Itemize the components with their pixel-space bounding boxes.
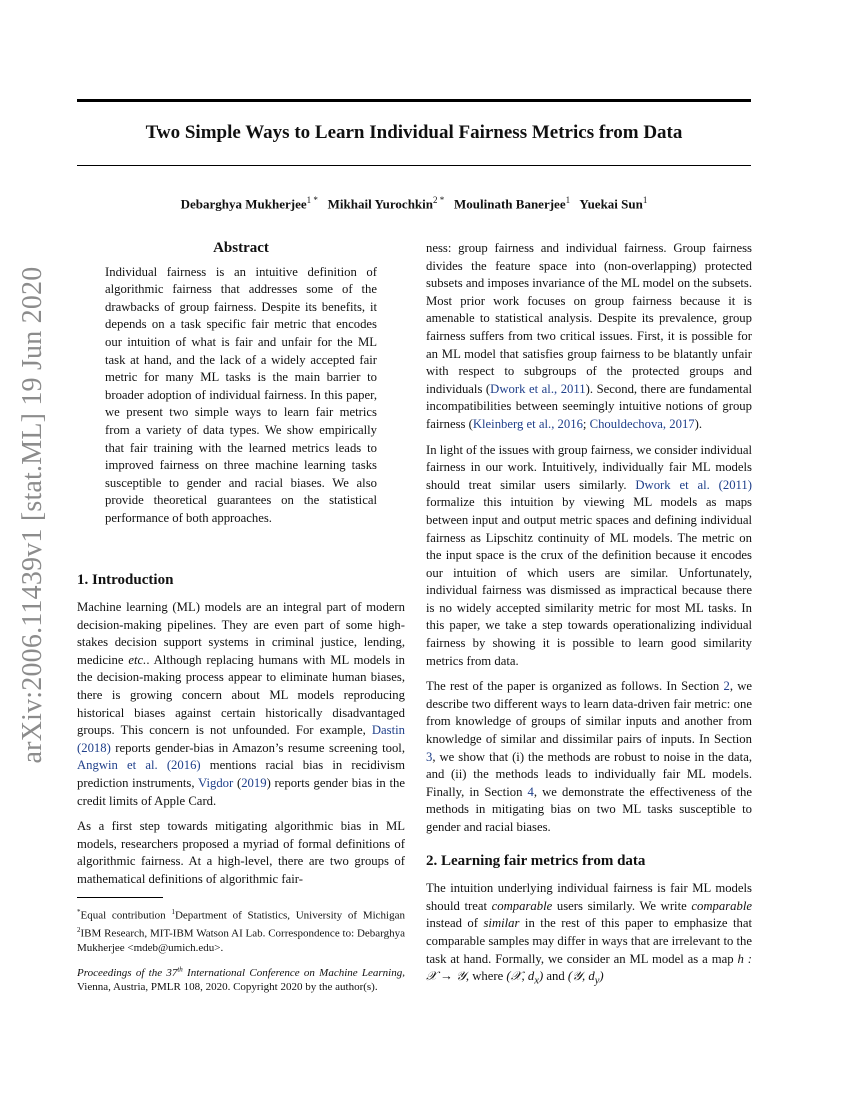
math-expression: (𝒳, $d_x$) xyxy=(506,969,544,987)
intro-paragraph-5: The rest of the paper is organized as follows. In Section 2, we describe two different ways to learn data-driven fair metric: one from knowledge of groups of similar inputs and another from knowledge of similar and dissimilar pairs of inputs. In Section 3, we show that (i) the methods are robust to noise in the data, and (ii) the methods leads to individually fair ML models. Finally, in Section 4, we demonstrate the effectiveness of the methods in mitigating bias on two ML tasks susceptible to gender and racial biases. xyxy=(426,679,753,834)
section-2-heading: 2. Learning fair metrics from data xyxy=(426,852,646,869)
section-2-paragraph-1: The intuition underlying individual fairness is fair ML models should treat comparable users similarly. We write comparable instead of similar in the rest of this paper to emphasize that comparable samples may differ in ways that are irrelevant to the task at hand. Formally, we consider an ML model as a map h : 𝒳 → 𝒴, where (𝒳, $d_x$) and (𝒴, $d_y$) xyxy=(426,881,753,987)
abstract-text: Individual fairness is an intuitive definition of algorithmic fairness that addresses some of the drawbacks of group fairness. Despite its benefits, it depends on a task specific fair metric that encodes our intuition of what is fair and unfair for the ML task at hand, and the lack of a widely accepted fair metric for many ML tasks is the main barrier to broader adoption of individual fairness. In this paper, we present two simple ways to learn fair metrics from a variety of data types. We show empirically that fair training with the learned metrics leads to improved fairness on three machine learning tasks susceptible to gender and racial biases. We also provide theoretical guarantees on the statistical performance of both approaches. xyxy=(105,264,377,525)
arxiv-stamp-text: arXiv:2006.11439v1 [stat.ML] 19 Jun 2020 xyxy=(17,266,48,764)
citation-link[interactable]: Chouldechova, 2017 xyxy=(589,416,695,431)
citation-link[interactable]: Kleinberg et al., 2016 xyxy=(472,416,583,431)
section-link[interactable]: 3 xyxy=(426,749,433,764)
abstract-heading: Abstract xyxy=(213,240,269,256)
author-list xyxy=(77,195,751,212)
citation-link[interactable]: 2019 xyxy=(241,776,267,791)
footnote-rule xyxy=(77,897,163,898)
intro-paragraph-3: ness: group fairness and individual fairness. Group fairness divides the feature space into (non-overlapping) protected subsets and imposes invariance of the ML model on the subsets. Most prior work focuses on group fairness because it is amenable to statistical analysis. Despite its prevalence, group fairness suffers from two critical issues. First, it is possible for an ML model that satisfies group fairness to be blatantly unfair with respect to subgroups of the protected groups and individuals (Dwork et al., 2011). Second, there are fundamental incompatibilities between seemingly intuitive notions of group fairness (Kleinberg et al., 2016; Chouldechova, 2017). xyxy=(426,241,752,431)
citation-link[interactable]: Dwork et al., 2011 xyxy=(490,381,586,396)
intro-paragraph-4: In light of the issues with group fairness, we consider individual fairness in our work. Intuitively, individually fair ML models should treat similar users similarly. Dwork et al. (2011) formalize this intuition by viewing ML models as maps between input and output metric spaces and defining individual fairness as Lipschitz continuity of ML models. The metric on the input space is the crux of the definition because it encodes our intuition of which users are similar. Unfortunately, individual fairness was dismissed as impractical because there is no widely accepted similarity metric for most ML tasks. In this paper, we take a step towards operationalizing individual fairness by showing it is possible to learn good similarity metrics from data. xyxy=(426,442,752,668)
author-name: Mikhail Yurochkin xyxy=(327,196,434,212)
citation-link[interactable]: Vigdor xyxy=(198,776,234,791)
intro-paragraph-1: Machine learning (ML) models are an integral part of modern decision-making pipelines. They are even part of some high-stakes decision support systems in criminal justice, lending, medicine etc.. Although replacing humans with ML models in the decision-making process appear to eliminate human biases, there is growing concern about ML models reproducing historical biases against certain historically disadvantaged groups. This concern is not unfounded. For example, Dastin (2018) reports gender-bias in Amazon’s resume screening tool, Angwin et al. (2016) mentions racial bias in recidivism prediction instruments, Vigdor (2019) reports gender bias in the credit limits of Apple Card. xyxy=(77,600,405,808)
affiliation-footnote: *Equal contribution $^1$Department of Statistics, University of Michigan $^2$IBM Research, MIT-IBM Watson AI Lab. Correspondence to: Debarghya Mukherjee <mdeb@umich.edu>. xyxy=(77,907,405,954)
author-affiliation-mark: 1 xyxy=(565,195,571,205)
author-affiliation-mark: 1 * xyxy=(306,195,318,205)
citation-link[interactable]: Dastin (2018) xyxy=(77,723,405,755)
math-expression: (𝒴, $d_y$) xyxy=(567,969,604,987)
left-column xyxy=(77,240,405,1002)
citation-link[interactable]: Angwin et al. (2016) xyxy=(77,758,201,773)
section-link[interactable]: 2 xyxy=(723,679,730,694)
title-top-rule xyxy=(77,99,751,102)
title-bottom-rule xyxy=(77,165,751,166)
arxiv-stamp xyxy=(14,266,52,764)
author-name: Yuekai Sun xyxy=(579,196,643,212)
section-link[interactable]: 4 xyxy=(527,784,534,799)
author-name: Moulinath Banerjee xyxy=(454,196,566,212)
math-expression: h : 𝒳 → 𝒴 xyxy=(426,951,752,984)
right-column xyxy=(426,240,752,998)
author-affiliation-mark: 1 xyxy=(642,195,648,205)
intro-paragraph-2: As a first step towards mitigating algorithmic bias in ML models, researchers proposed a myriad of formal definitions of algorithmic fairness. At a high-level, there are two groups of mathematical definitions of algorithmic fair- xyxy=(77,819,405,886)
paper-title: Two Simple Ways to Learn Individual Fairness Metrics from Data xyxy=(145,122,683,143)
author-affiliation-mark: 2 * xyxy=(433,195,445,205)
proceedings-footnote: Proceedings of the 37th International Conference on Machine Learning, Vienna, Austria, PMLR 108, 2020. Copyright 2020 by the author(s). xyxy=(77,965,405,994)
intro-heading: 1. Introduction xyxy=(77,571,174,588)
citation-link[interactable]: Dwork et al. (2011) xyxy=(635,477,752,492)
author-name: Debarghya Mukherjee xyxy=(180,196,307,212)
